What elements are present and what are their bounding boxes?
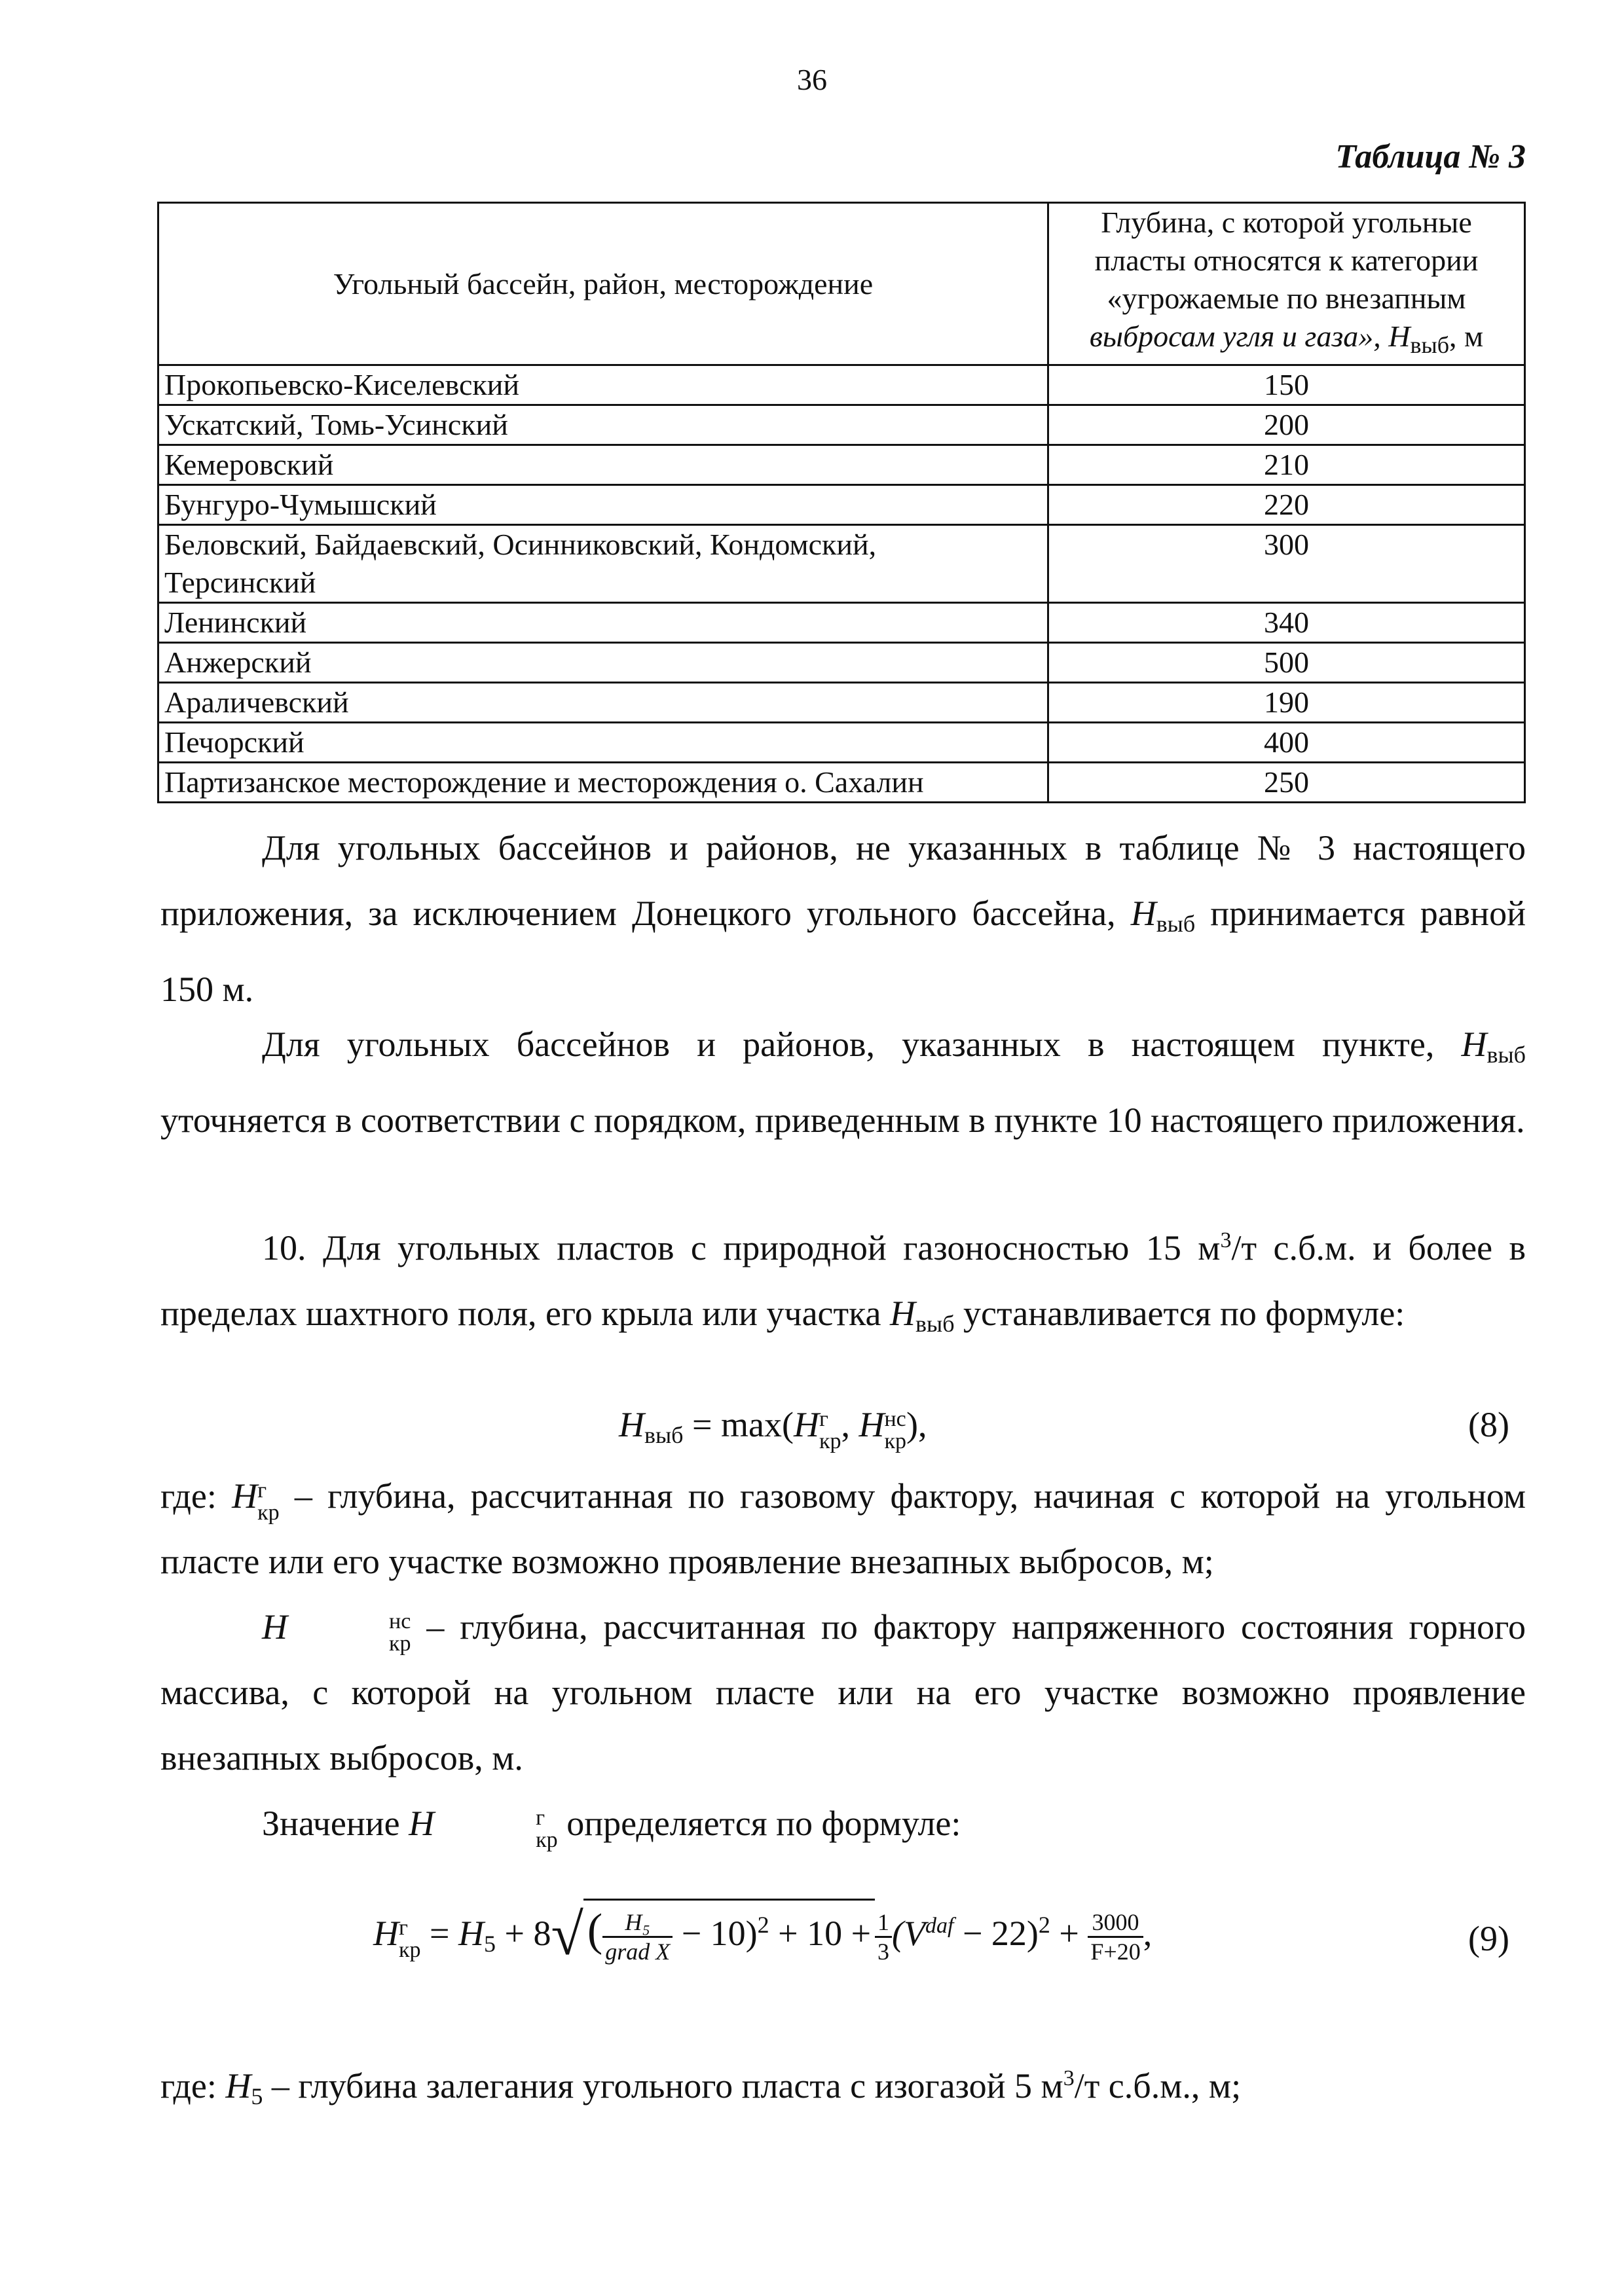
header-depth-line: пласты относятся к категории: [1094, 244, 1479, 277]
formula-part: ,: [841, 1405, 859, 1444]
paragraph-item-10: [160, 1208, 1526, 1357]
table-row: [158, 723, 1525, 763]
depth-value: 340: [1048, 603, 1525, 643]
paragraph-where-gas: [160, 1463, 1526, 1594]
paragraph-where-h5: [160, 2046, 1526, 2129]
symbol-sub: выб: [1156, 911, 1196, 937]
depth-value: 210: [1048, 445, 1525, 485]
table-row: [158, 603, 1525, 643]
formula-part: (V: [892, 1914, 926, 1953]
symbol-supsub: г кр: [536, 1806, 558, 1852]
symbol-h: H: [1461, 1025, 1487, 1064]
fraction-third: $\frac{1}{3}$: [875, 1908, 892, 1965]
symbol-sub: выб: [1486, 1042, 1526, 1068]
table-row: [158, 525, 1525, 603]
table-row: [158, 763, 1525, 803]
symbol-supsub: нс кр: [884, 1407, 906, 1453]
formula-part: − 10): [673, 1914, 758, 1953]
symbol-h: H: [619, 1405, 644, 1444]
table-row: [158, 683, 1525, 723]
fraction-3000: $\frac{3000}{F+20}$: [1088, 1908, 1143, 1965]
symbol-h: H: [225, 2066, 251, 2105]
table-row: [158, 485, 1525, 525]
paragraph-value-defined: [160, 1791, 1526, 1856]
para-text: Для угольных бассейнов и районов, указанных в настоящем пункте,: [262, 1025, 1462, 1064]
para-text: где:: [160, 1476, 232, 1516]
symbol-sub: выб: [644, 1422, 684, 1448]
para-text: уточняется в соответствии с порядком, приведенным в пункте 10 настоящего приложения.: [160, 1101, 1525, 1140]
para-text: принимается равной 150 м.: [160, 894, 1526, 1009]
symbol-h: H: [1130, 894, 1156, 933]
symbol-sub: 5: [484, 1931, 496, 1957]
table-row: [158, 643, 1525, 683]
superscript: 3: [1063, 2066, 1075, 2090]
header-depth: [1048, 203, 1525, 365]
header-depth-unit: , м: [1449, 319, 1484, 353]
sqrt-content: [583, 1899, 875, 1965]
formula-part: +: [1050, 1914, 1088, 1953]
header-basin: Угольный бассейн, район, месторождение: [158, 203, 1048, 365]
depth-value: 500: [1048, 643, 1525, 683]
header-depth-sub: выб: [1410, 332, 1450, 358]
basin-name: Бунгуро-Чумышский: [158, 485, 1048, 525]
formula-8: [619, 1404, 927, 1453]
symbol-supsub: г кр: [819, 1407, 841, 1453]
basin-name-line2: Терсинский: [164, 566, 316, 599]
basin-name: Печорский: [158, 723, 1048, 763]
depth-value: 300: [1048, 525, 1525, 603]
formula-part: + 8: [496, 1914, 551, 1953]
para-text: устанавливается по формуле:: [954, 1294, 1405, 1333]
formula-9: [373, 1899, 1152, 1969]
superscript: 2: [757, 1912, 769, 1938]
superscript: 2: [1038, 1912, 1050, 1938]
depth-value: 220: [1048, 485, 1525, 525]
table-row: [158, 405, 1525, 445]
depth-value: 190: [1048, 683, 1525, 723]
basin-name: Анжерский: [158, 643, 1048, 683]
symbol-h: H: [858, 1405, 885, 1444]
para-text: /т с.б.м. и более в пределах шахтного поля, его крыла или участка: [160, 1228, 1526, 1333]
formula-8-number: (8): [1468, 1405, 1509, 1444]
basin-name: [158, 525, 1048, 603]
para-text: 10. Для угольных пластов с природной газоносностью 15 м: [262, 1228, 1221, 1267]
para-text: определяется по формуле:: [557, 1804, 961, 1843]
para-text: /т с.б.м., м;: [1074, 2066, 1242, 2105]
header-depth-line: выбросам угля и газа», Н: [1089, 319, 1411, 353]
symbol-h: H: [373, 1914, 399, 1953]
symbol-h: H: [262, 1607, 287, 1647]
table-row: [158, 365, 1525, 405]
page-number: 36: [797, 63, 827, 96]
symbol-supsub: нс кр: [389, 1609, 411, 1656]
coal-basin-table: [157, 202, 1526, 803]
basin-name: Ленинский: [158, 603, 1048, 643]
formula-part: + 10 +: [769, 1914, 872, 1953]
depth-value: 150: [1048, 365, 1525, 405]
symbol-sub: 5: [251, 2083, 263, 2109]
paragraph-unlisted-basins: [160, 815, 1526, 1022]
para-text: – глубина залегания угольного пласта с изогазой 5 м: [263, 2066, 1063, 2105]
basin-name: Кемеровский: [158, 445, 1048, 485]
depth-value: 250: [1048, 763, 1525, 803]
para-text: где:: [160, 2066, 226, 2105]
depth-value: 200: [1048, 405, 1525, 445]
symbol-supsub: г кр: [399, 1916, 421, 1962]
formula-part: (: [587, 1905, 603, 1956]
symbol-h: H: [232, 1476, 258, 1516]
basin-name-line1: Беловский, Байдаевский, Осинниковский, Кондомский,: [164, 528, 877, 561]
superscript: 3: [1220, 1228, 1232, 1252]
symbol-h: H: [458, 1914, 484, 1953]
basin-name: Ускатский, Томь-Усинский: [158, 405, 1048, 445]
paragraph-listed-basins: [160, 1011, 1526, 1153]
basin-name: Партизанское месторождение и месторождения о. Сахалин: [158, 763, 1048, 803]
sqrt-sign: √: [551, 1903, 583, 1967]
para-text: – глубина, рассчитанная по фактору напряженного состояния горного массива, с которой на угольном пласте или на его участке возможно проявление внезапных выбросов, м.: [160, 1607, 1526, 1777]
formula-part: ),: [906, 1405, 927, 1444]
header-depth-line: «угрожаемые по внезапным: [1107, 282, 1466, 315]
basin-name: Араличевский: [158, 683, 1048, 723]
symbol-h: H: [409, 1804, 435, 1843]
symbol-h: H: [793, 1405, 819, 1444]
para-text: Для угольных бассейнов и районов, не указанных в таблице № 3 настоящего приложения, за исключением Донецкого угольного бассейна,: [160, 828, 1526, 933]
fraction: $\frac{\text{H₅}}{\text{grad X}}$: [602, 1908, 673, 1965]
formula-9-number: (9): [1468, 1919, 1509, 1958]
table-caption: Таблица № 3: [1335, 138, 1526, 175]
para-text: Значение: [262, 1804, 409, 1843]
paragraph-where-stress: [160, 1594, 1526, 1791]
formula-part: ,: [1143, 1914, 1153, 1953]
formula-part: = max(: [683, 1405, 794, 1444]
para-text: – глубина, рассчитанная по газовому фактору, начиная с которой на угольном пласте или его участке возможно проявление внезапных выбросов, м;: [160, 1476, 1526, 1581]
table-row: [158, 445, 1525, 485]
formula-part: =: [420, 1914, 458, 1953]
depth-value: 400: [1048, 723, 1525, 763]
header-depth-line: Глубина, с которой угольные: [1101, 206, 1472, 239]
symbol-sub: выб: [915, 1311, 955, 1337]
formula-part: − 22): [953, 1914, 1039, 1953]
symbol-supsub: г кр: [257, 1478, 280, 1525]
basin-name: Прокопьевско-Киселевский: [158, 365, 1048, 405]
table-header-row: [158, 203, 1525, 365]
symbol-h: H: [890, 1294, 916, 1333]
superscript: daf: [925, 1914, 954, 1938]
